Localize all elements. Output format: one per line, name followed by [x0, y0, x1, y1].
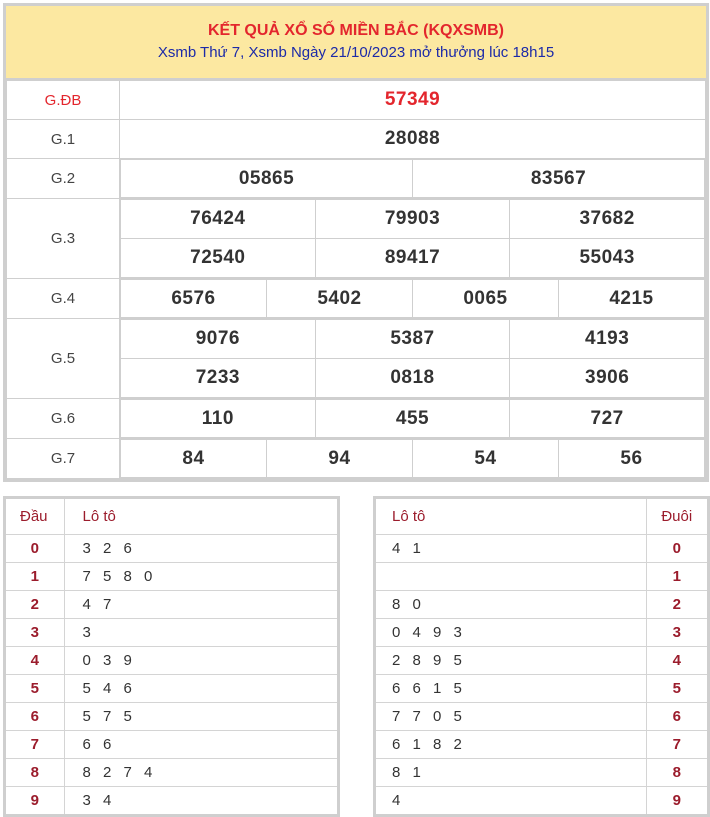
prize-numbers	[120, 399, 706, 439]
dau-digit: 8	[6, 758, 64, 786]
prize-number: 05865	[121, 160, 413, 198]
prize-number: 6576	[121, 280, 267, 318]
loto-values: 6 6 1 5	[376, 674, 646, 702]
loto-column-header: Lô tô	[376, 499, 646, 534]
prize-number: 56	[559, 440, 705, 478]
dau-digit: 5	[6, 674, 64, 702]
prize-number: 4215	[559, 280, 705, 318]
duoi-digit: 5	[646, 674, 707, 702]
prize-row-g1	[7, 120, 706, 159]
duoi-digit: 7	[646, 730, 707, 758]
list-item	[376, 674, 707, 702]
list-item	[6, 590, 337, 618]
prize-row-g5	[7, 319, 706, 399]
prize-number: 54	[413, 440, 559, 478]
list-item	[6, 730, 337, 758]
results-header	[6, 6, 706, 80]
loto-values: 3 2 6	[64, 534, 337, 562]
loto-values: 8 1	[376, 758, 646, 786]
loto-values: 8 0	[376, 590, 646, 618]
duoi-digit: 3	[646, 618, 707, 646]
page-title: KẾT QUẢ XỔ SỐ MIỀN BẮC (KQXSMB)	[207, 22, 504, 39]
loto-values: 0 3 9	[64, 646, 337, 674]
prize-number: 37682	[510, 200, 705, 239]
loto-column-header: Lô tô	[64, 499, 337, 534]
list-item	[376, 646, 707, 674]
list-item	[6, 786, 337, 814]
prize-number: 76424	[121, 200, 316, 239]
dau-column-header: Đầu	[6, 499, 64, 534]
prize-number: 84	[121, 440, 267, 478]
prize-number: 110	[121, 400, 316, 438]
duoi-digit: 8	[646, 758, 707, 786]
dau-digit: 9	[6, 786, 64, 814]
prize-number: 89417	[315, 239, 510, 278]
prize-number: 9076	[121, 320, 316, 359]
prize-label: G.3	[7, 199, 120, 279]
prize-number: 28088	[120, 120, 706, 159]
prize-number: 83567	[413, 160, 705, 198]
prize-number: 72540	[121, 239, 316, 278]
prize-number: 79903	[315, 200, 510, 239]
list-item	[376, 702, 707, 730]
prize-row-g2	[7, 159, 706, 199]
list-item	[376, 618, 707, 646]
prize-number: 5402	[267, 280, 413, 318]
dau-digit: 7	[6, 730, 64, 758]
list-item	[6, 674, 337, 702]
loto-values: 7 5 8 0	[64, 562, 337, 590]
prize-number: 3906	[510, 359, 705, 398]
loto-values: 7 7 0 5	[376, 702, 646, 730]
list-item	[6, 646, 337, 674]
prize-numbers	[120, 199, 706, 279]
prize-number: 55043	[510, 239, 705, 278]
dau-digit: 1	[6, 562, 64, 590]
loto-values: 4 1	[376, 534, 646, 562]
list-item	[376, 534, 707, 562]
prize-number: 727	[510, 400, 705, 438]
loto-values: 4	[392, 791, 405, 809]
duoi-column-header: Đuôi	[646, 499, 707, 534]
prize-numbers	[120, 439, 706, 479]
prize-label: G.2	[7, 159, 120, 199]
prize-table	[6, 80, 706, 479]
dau-digit: 2	[6, 590, 64, 618]
duoi-digit: 4	[646, 646, 707, 674]
dau-digit: 0	[6, 534, 64, 562]
prize-number: 455	[315, 400, 510, 438]
loto-values: 3 4	[82, 791, 116, 809]
list-item	[376, 758, 707, 786]
prize-label: G.6	[7, 399, 120, 439]
prize-label: G.ĐB	[7, 81, 120, 120]
loto-values: 6 6	[64, 730, 337, 758]
prize-row-g6	[7, 399, 706, 439]
loto-values	[376, 562, 646, 590]
duoi-loto-table	[373, 496, 710, 817]
prize-row-g3	[7, 199, 706, 279]
prize-number: 4193	[510, 320, 705, 359]
list-item	[6, 562, 337, 590]
prize-numbers	[120, 279, 706, 319]
duoi-digit: 0	[646, 534, 707, 562]
duoi-digit: 2	[646, 590, 707, 618]
prize-number: 5387	[315, 320, 510, 359]
list-item	[6, 758, 337, 786]
list-item	[376, 562, 707, 590]
prize-row-g4	[7, 279, 706, 319]
prize-number: 0065	[413, 280, 559, 318]
loto-values: 5 7 5	[64, 702, 337, 730]
dau-digit: 4	[6, 646, 64, 674]
prize-row-gdb	[7, 81, 706, 120]
prize-label: G.5	[7, 319, 120, 399]
prize-numbers	[120, 159, 706, 199]
duoi-digit: 9	[646, 786, 707, 814]
dau-digit: 3	[6, 618, 64, 646]
loto-values: 8 2 7 4	[64, 758, 337, 786]
list-item	[376, 590, 707, 618]
list-item	[376, 730, 707, 758]
list-item	[376, 786, 707, 814]
loto-values: 2 8 9 5	[376, 646, 646, 674]
duoi-digit: 6	[646, 702, 707, 730]
prize-label: G.7	[7, 439, 120, 479]
loto-values: 5 4 6	[64, 674, 337, 702]
prize-label: G.1	[7, 120, 120, 159]
draw-date-subtitle: Xsmb Thứ 7, Xsmb Ngày 21/10/2023 mở thưởng lúc 18h15	[157, 44, 555, 61]
list-item	[6, 702, 337, 730]
loto-values: 4 7	[64, 590, 337, 618]
results-panel	[3, 3, 709, 482]
list-item	[6, 618, 337, 646]
prize-number: 57349	[120, 81, 706, 120]
prize-label: G.4	[7, 279, 120, 319]
duoi-digit: 1	[646, 562, 707, 590]
loto-values: 0 4 9 3	[376, 618, 646, 646]
prize-number: 0818	[315, 359, 510, 398]
list-item	[6, 534, 337, 562]
loto-values: 3	[64, 618, 337, 646]
prize-number: 94	[267, 440, 413, 478]
prize-number: 7233	[121, 359, 316, 398]
dau-loto-table	[3, 496, 340, 817]
prize-row-g7	[7, 439, 706, 479]
loto-values: 6 1 8 2	[376, 730, 646, 758]
dau-digit: 6	[6, 702, 64, 730]
prize-numbers	[120, 319, 706, 399]
